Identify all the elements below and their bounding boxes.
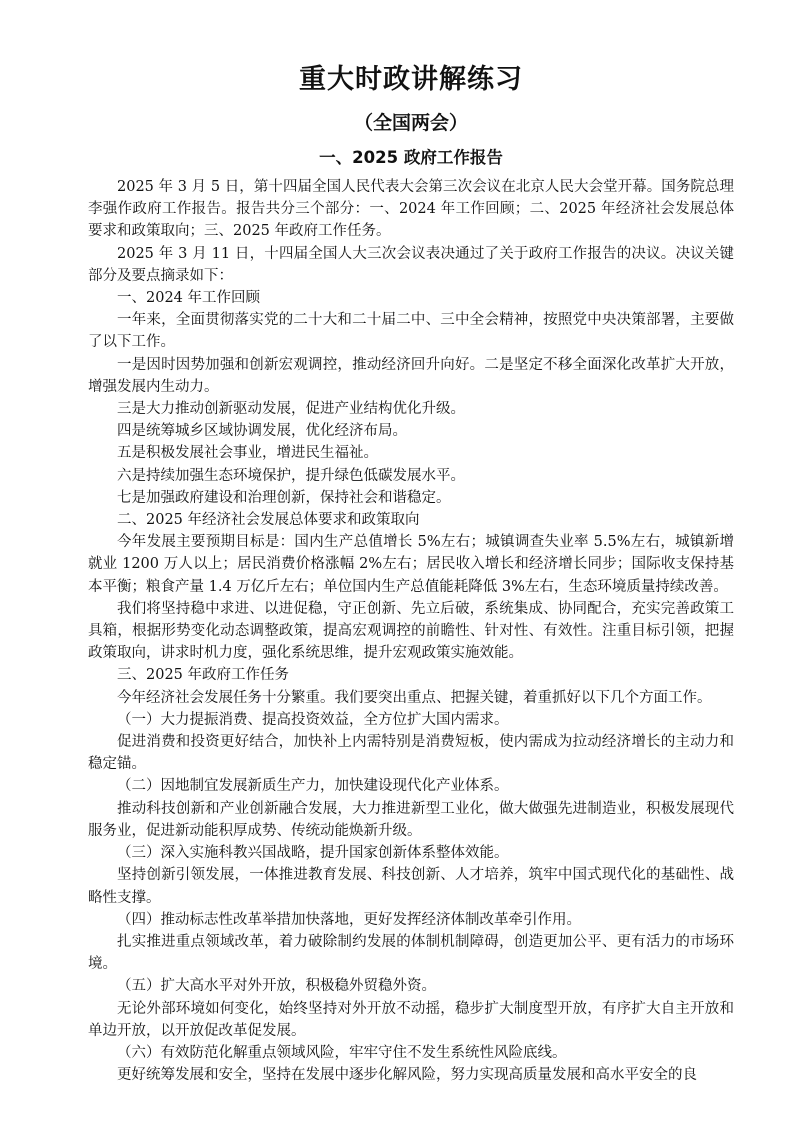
document-title: 重大时政讲解练习 (299, 64, 523, 95)
paragraph: 坚持创新引领发展，一体推进教育发展、科技创新、人才培养，筑牢中国式现代化的基础性、战略性支撑。 (88, 867, 734, 906)
paragraph: 一是因时因势加强和创新宏观调控，推动经济回升向好。二是坚定不移全面深化改革扩大开放，增强发展内生动力。 (88, 356, 734, 395)
paragraph: （三）深入实施科教兴国战略，提升国家创新体系整体效能。 (117, 845, 509, 862)
paragraph: 2025 年 3 月 11 日，十四届全国人大三次会议表决通过了关于政府工作报告的决议。决议关键部分及要点摘录如下： (88, 245, 734, 284)
paragraph: 更好统筹发展和安全，坚持在发展中逐步化解风险，努力实现高质量发展和高水平安全的良 (117, 1067, 697, 1084)
paragraph: 2025 年 3 月 5 日，第十四届全国人民代表大会第三次会议在北京人民大会堂开幕。国务院总理李强作政府工作报告。报告共分三个部分：一、2024 年工作回顾；二、2025 年经济社会发展总体要求和政策取向；三、2025 年政府工作任务。 (88, 179, 734, 240)
paragraph: 三、2025 年政府工作任务 (117, 667, 290, 684)
paragraph: 无论外部环境如何变化，始终坚持对外开放不动摇，稳步扩大制度型开放，有序扩大自主开放和单边开放，以开放促改革促发展。 (88, 1000, 734, 1039)
document-subtitle: （全国两会） (353, 112, 468, 134)
paragraph: （六）有效防范化解重点领域风险，牢牢守住不发生系统性风险底线。 (117, 1044, 567, 1061)
paragraph: （一）大力提振消费、提高投资效益，全方位扩大国内需求。 (117, 711, 509, 728)
paragraph: 我们将坚持稳中求进、以进促稳，守正创新、先立后破，系统集成、协同配合，充实完善政策工具箱，根据形势变化动态调整政策，提高宏观调控的前瞻性、针对性、有效性。注重目标引领，把握政策取向，讲求时机力度，强化系统思维，提升宏观政策实施效能。 (88, 600, 734, 662)
paragraph: （四）推动标志性改革举措加快落地，更好发挥经济体制改革牵引作用。 (117, 911, 581, 928)
paragraph: 三是大力推动创新驱动发展，促进产业结构优化升级。 (117, 401, 465, 418)
paragraph: 扎实推进重点领域改革，着力破除制约发展的体制机制障碍，创造更加公平、更有活力的市场环境。 (88, 933, 734, 973)
paragraph: （五）扩大高水平对外开放，积极稳外贸稳外资。 (117, 978, 436, 995)
paragraph: 四是统筹城乡区域协调发展，优化经济布局。 (117, 423, 407, 440)
document-page (88, 60, 734, 1086)
paragraph: 二、2025 年经济社会发展总体要求和政策取向 (117, 512, 420, 529)
paragraph: 今年经济社会发展任务十分繁重。我们要突出重点、把握关键，着重抓好以下几个方面工作。 (117, 689, 712, 706)
paragraph: 七是加强政府建设和治理创新，保持社会和谐稳定。 (117, 489, 451, 506)
paragraph: 五是积极发展社会事业，增进民生福祉。 (117, 445, 378, 462)
document-body (88, 176, 734, 1086)
paragraph: （二）因地制宜发展新质生产力，加快建设现代化产业体系。 (117, 778, 509, 795)
paragraph: 促进消费和投资更好结合，加快补上内需特别是消费短板，使内需成为拉动经济增长的主动力和稳定锚。 (88, 734, 734, 773)
paragraph: 一、2024 年工作回顾 (117, 290, 261, 307)
section-title: 一、2025 政府工作报告 (319, 148, 503, 167)
paragraph: 六是持续加强生态环境保护，提升绿色低碳发展水平。 (117, 467, 465, 484)
paragraph: 一年来，全面贯彻落实党的二十大和二十届二中、三中全会精神，按照党中央决策部署，主要做了以下工作。 (88, 312, 734, 351)
paragraph: 今年发展主要预期目标是：国内生产总值增长 5%左右；城镇调查失业率 5.5%左右，城镇新增就业 1200 万人以上；居民消费价格涨幅 2%左右；居民收入增长和经济增长同步；国际收支保持基本平衡；粮食产量 1.4 万亿斤左右；单位国内生产总值能耗降低 3%左右，生态环境质量持续改善。 (88, 534, 734, 595)
paragraph: 推动科技创新和产业创新融合发展，大力推进新型工业化，做大做强先进制造业，积极发展现代服务业，促进新动能积厚成势、传统动能焕新升级。 (88, 800, 734, 839)
